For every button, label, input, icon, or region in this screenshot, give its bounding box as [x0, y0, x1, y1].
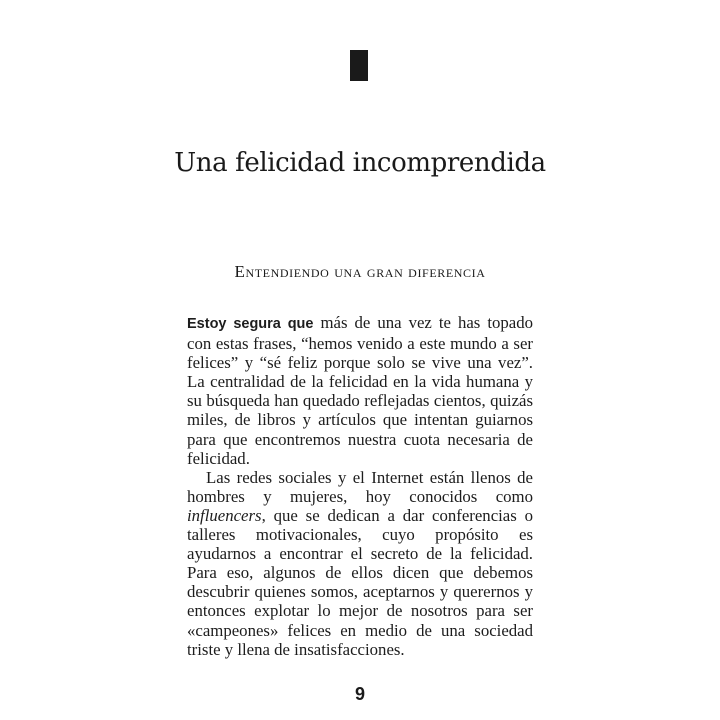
paragraph-1-text: más de una vez te has topado con estas frases, “hemos venido a este mundo a ser felices” y “sé feliz porque solo se vive una vez”. La centralidad de la felicidad en la vida humana y su búsqueda han quedado reflejadas cientos, quizás miles, de libros y artículos que intentan guiarnos para que encontremos nuestra cuota necesaria de felicidad.: [187, 313, 533, 468]
paragraph-2-text-after: , que se dedican a dar conferencias o talleres motivacionales, cuyo propósito es ayudarnos a encontrar el secreto de la felicidad. Para eso, algunos de ellos dicen que debemos descubrir quienes somos, aceptarnos y querernos y entonces explotar lo mejor de nosotros para ser «campeones» felices en medio de una sociedad triste y llena de insatisfacciones.: [187, 505, 533, 659]
paragraph-1: [187, 313, 533, 468]
chapter-title: Una felicidad incomprendida: [174, 148, 546, 178]
paragraph-2-text-before: Las redes sociales y el Internet están llenos de hombres y mujeres, hoy conocidos como: [187, 467, 533, 506]
paragraph-2: [187, 468, 533, 659]
paragraph-lead-in: Estoy segura que: [187, 316, 314, 332]
page-number: 9: [354, 684, 365, 704]
body-text: [187, 313, 533, 659]
paragraph-2-italic-term: influencers: [187, 505, 262, 525]
section-heading: Entendiendo una gran diferencia: [234, 262, 486, 281]
chapter-number-mark: [350, 50, 368, 81]
